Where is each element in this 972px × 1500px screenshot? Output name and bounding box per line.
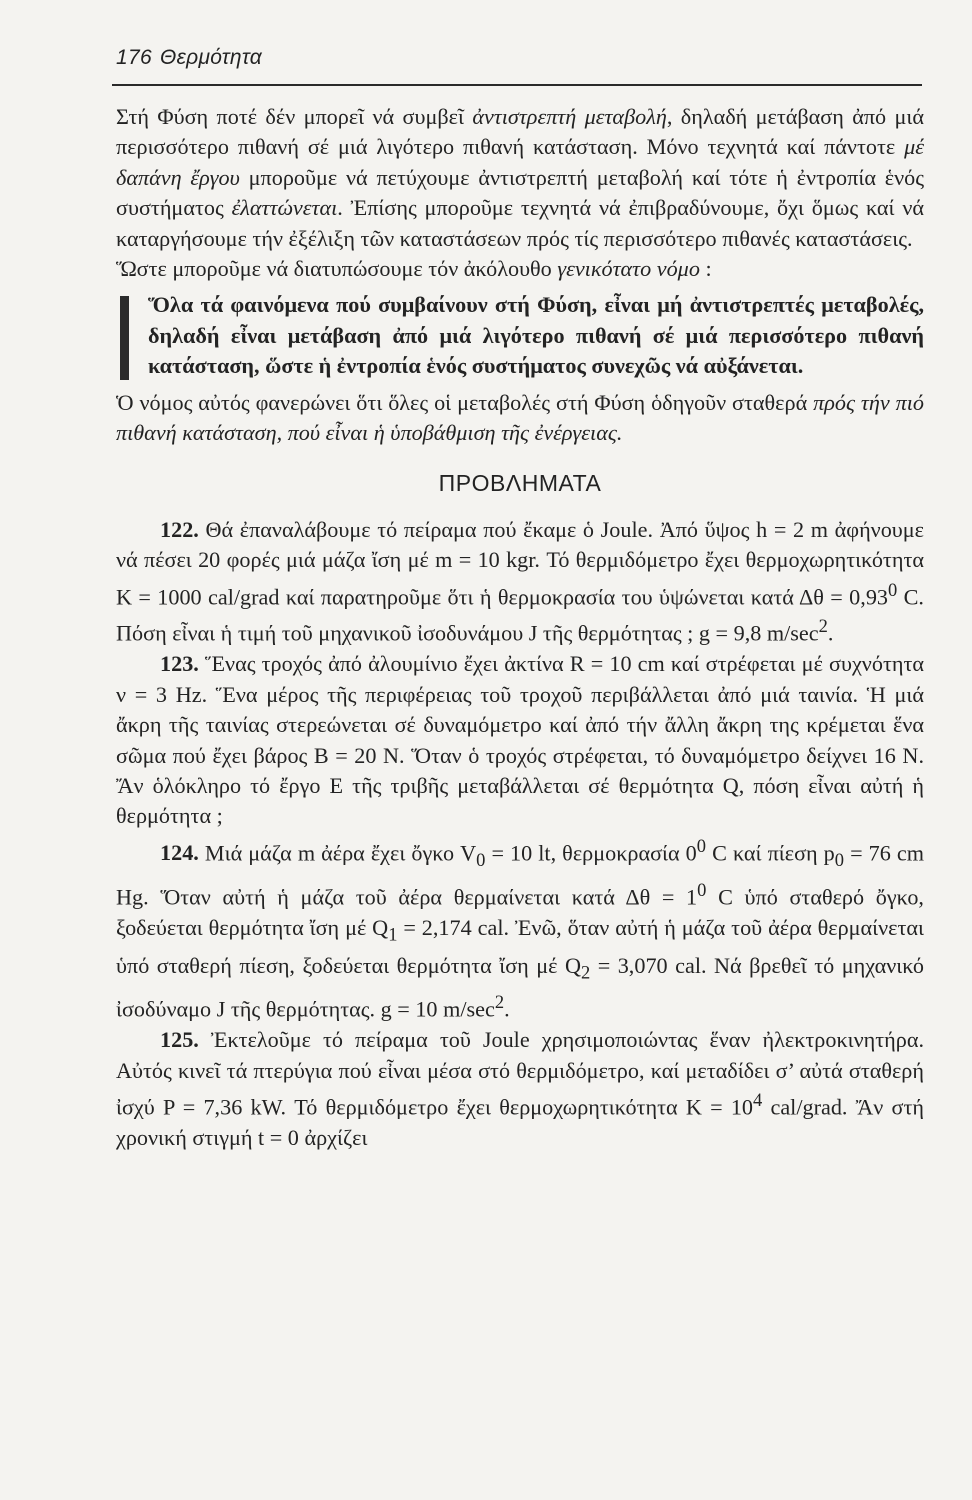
emphasis: ἐλαττώνεται (231, 195, 338, 221)
emphasis: μέ δαπάνη ἔργου (116, 134, 924, 190)
problem-number: 123. (160, 651, 199, 677)
problem-122 (116, 515, 924, 649)
text-run: Στή Φύση ποτέ δέν μπορεῖ νά συμβεῖ (116, 104, 473, 129)
superscript: 0 (696, 836, 707, 857)
chapter-title: Θερμότητα (159, 46, 263, 69)
problem-number: 125. (160, 1027, 199, 1053)
text-run: . (504, 996, 510, 1022)
law-statement-block (116, 290, 924, 381)
page-header (112, 44, 922, 86)
subscript: 0 (834, 850, 845, 871)
subscript: 1 (388, 925, 398, 946)
text-run: , δηλαδή μετάβαση ἀπό μιά περισσότερο πιθανή σέ μιά λιγότερο πιθανή κατάσταση. Μόνο τεχνητά καί πάντοτε (116, 104, 925, 160)
page-content (116, 102, 924, 1153)
text-run: = 76 cm Hg. Ὅταν αὐτή ἡ μάζα τοῦ ἀέρα θερμαίνεται κατά Δθ = 1 (116, 840, 925, 910)
problem-number: 122. (160, 516, 199, 542)
text-run: Μιά μάζα m ἀέρα ἔχει ὄγκο V (204, 840, 477, 866)
text-run: : (699, 256, 712, 282)
text-run: μποροῦμε νά πετύχουμε ἀντιστρεπτή μεταβολή καί τότε ἡ ἐντροπία ἑνός συστήματος (116, 164, 924, 221)
subscript: 0 (476, 850, 486, 871)
page-number: 176 (116, 46, 152, 69)
problem-124 (116, 832, 924, 1026)
superscript: 0 (697, 880, 707, 901)
text-run: = 3,070 cal. Νά βρεθεῖ τό μηχανικό ἰσοδύναμο J τῆς θερμότητας. g = 10 m/sec (116, 952, 924, 1022)
problem-125 (116, 1025, 924, 1153)
superscript: 2 (818, 617, 828, 638)
law-margin-bar (120, 296, 129, 379)
paragraph-law-intro (116, 254, 924, 284)
superscript: 2 (494, 993, 505, 1014)
running-head (116, 46, 262, 70)
text-run: C ὑπό σταθερό ὄγκο, ξοδεύεται θερμότητα ἴση μέ Q (116, 884, 924, 940)
problem-number: 124. (160, 840, 199, 866)
text-run: Ὁ νόμος αὐτός φανερώνει ὅτι ὅλες οἱ μεταβολές στή Φύση ὁδηγοῦν σταθερά (116, 389, 814, 415)
paragraph-law-consequence (116, 388, 924, 449)
paragraph-irreversible (116, 102, 924, 254)
section-title: ΠΡΟΒΛΗΜΑΤΑ (438, 470, 602, 497)
text-run: Θά ἐπαναλάβουμε τό πείραμα πού ἔκαμε ὁ Joule. Ἀπό ὕψος h = 2 m ἀφήνουμε νά πέσει 20 φορές μιά μάζα ἴση μέ m = 10 kgr. Τό θερμιδόμετρο ἔχει θερμοχωρητικότητα K = 1000 cal/grad καί παρατηροῦμε ὅτι ἡ θερμοκρασία του ὑψώνεται κατά Δθ = 0,93 (116, 516, 924, 610)
text-run: = 2,174 cal. Ἐνῶ, ὅταν αὐτή ἡ μάζα τοῦ ἀέρα θερμαίνεται ὑπό σταθερή πίεση, ξοδεύεται θερμότητα ἴση μέ Q (116, 914, 924, 978)
text-run: C. Πόση εἶναι ἡ τιμή τοῦ μηχανικοῦ ἰσοδυνάμου J τῆς θερμότητας ; g = 9,8 m/sec (116, 584, 924, 646)
text-run: Ἕνας τροχός ἀπό ἀλουμίνιο ἔχει ἀκτίνα R = 10 cm καί στρέφεται μέ συχνότητα ν = 3 Hz. Ἕνα μέρος τῆς περιφέρειας τοῦ τροχοῦ περιβάλλεται ἀπό μιά ταινία. Ἡ μιά ἄκρη τῆς ταινίας στερεώνεται σέ δυναμόμετρο καί ἀπό τήν ἄλλη ἄκρη της κρέμεται ἕνα σῶμα πού ἔχει βάρος B = 20 N. Ὅταν ὁ τροχός στρέφεται, τό δυναμόμετρο δείχνει 16 N. Ἄν ὁλόκληρο τό ἔργο E τῆς τριβῆς μεταβάλλεται σέ θερμότητα Q, πόση εἶναι αὐτή ἡ θερμότητα ; (116, 651, 924, 829)
text-run: . Ἐπίσης μποροῦμε τεχνητά νά ἐπιβραδύνουμε, ὄχι ὅμως καί νά καταργήσουμε τήν ἐξέλιξη τῶν καταστάσεων πρός τίς περισσότερο πιθανές καταστάσεις. (116, 195, 924, 251)
superscript: 4 (753, 1091, 763, 1112)
law-statement: Ὅλα τά φαινόμενα πού συμβαίνουν στή Φύση, εἶναι μή ἀντιστρεπτές μεταβολές, δηλαδή εἶναι μετάβαση ἀπό μιά λιγότερο πιθανή σέ μιά περισσότερο πιθανή κατάσταση, ὥστε ἡ ἐντροπία ἑνός συστήματος συνεχῶς νά αὐξάνεται. (148, 292, 924, 379)
emphasis: γενικότατο νόμο (557, 256, 700, 282)
subscript: 2 (580, 963, 591, 984)
text-run: Ἐκτελοῦμε τό πείραμα τοῦ Joule χρησιμοποιώντας ἕναν ἠλεκτροκινητήρα. Αὐτός κινεῖ τά πτερύγια πού εἶναι μέσα στό θερμιδόμετρο, καί μεταδίδει σ’ αὐτά σταθερή ἰσχύ P = 7,36 kW. Τό θερμιδόμετρο ἔχει θερμοχωρητικότητα K = 10 (116, 1027, 925, 1120)
text-run: C καί πίεση p (706, 840, 835, 866)
text-run: = 10 lt, θερμοκρασία 0 (485, 840, 697, 866)
problem-123 (116, 649, 924, 831)
text-run: cal/grad. Ἄν στή χρονική στιγμή t = 0 ἀρχίζει (116, 1094, 924, 1150)
text-run: Ὥστε μποροῦμε νά διατυπώσουμε τόν ἀκόλουθο (116, 256, 558, 282)
emphasis: πρός τήν πιό πιθανή κατάσταση, πού εἶναι ἡ ὑποβάθμιση τῆς ἐνέργειας. (116, 389, 924, 446)
superscript: 0 (888, 580, 898, 601)
text-run: . (827, 620, 834, 646)
emphasis: ἀντιστρεπτή μεταβολή (472, 104, 667, 129)
